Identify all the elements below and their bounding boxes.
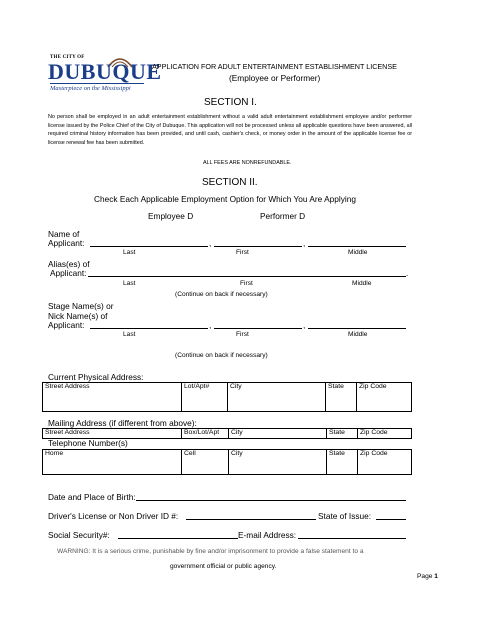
zip-label: Zip Code (359, 383, 387, 390)
alias-applicant-label: Applicant: (50, 268, 87, 278)
stage-middle-field[interactable] (308, 328, 406, 329)
section-1-heading: SECTION I. (204, 97, 257, 108)
applicant-label: Applicant: (48, 238, 85, 248)
warning-line-2: government official or public agency. (170, 563, 277, 570)
telephone-label: Telephone Number(s) (48, 438, 128, 448)
state-issue-field[interactable] (376, 519, 406, 520)
comma: , (303, 238, 306, 248)
form-title: APPLICATION FOR ADULT ENTERTAINMENT ESTABLISHMENT LICENSE (152, 62, 397, 71)
comma: , (303, 320, 306, 330)
cell-phone-cell[interactable] (182, 450, 229, 475)
stage-last-field[interactable] (90, 328, 208, 329)
phone-zip-cell[interactable] (358, 450, 412, 475)
stage-applicant-label: Applicant: (48, 320, 85, 330)
performer-checkbox[interactable]: Performer D (260, 211, 306, 221)
stage-name-label: Stage Name(s) or (48, 301, 114, 311)
city-label: City (231, 450, 243, 457)
stage-first-field[interactable] (214, 328, 302, 329)
street-label: Street Address (45, 383, 90, 390)
name-last-field[interactable] (90, 246, 208, 247)
phone-city-cell[interactable] (229, 450, 327, 475)
continue-note: (Continue on back if necessary) (175, 352, 268, 359)
email-label: E-mail Address: (238, 530, 297, 540)
mailing-state-cell[interactable] (327, 429, 358, 439)
logo-city-of: THE CITY OF (50, 55, 85, 60)
middle-caption: Middle (348, 331, 368, 338)
page-number (417, 573, 438, 580)
name-first-field[interactable] (214, 246, 302, 247)
name-label: Name of (48, 229, 80, 239)
physical-zip-cell[interactable] (357, 383, 412, 412)
physical-state-cell[interactable] (326, 383, 357, 412)
fees-note: ALL FEES ARE NONREFUNDABLE. (203, 160, 292, 166)
comma: , (209, 320, 212, 330)
form-subtitle: (Employee or Performer) (229, 73, 321, 83)
first-caption: First (236, 331, 249, 338)
page-label: Page (417, 573, 433, 580)
city-logo (48, 54, 162, 94)
license-field[interactable] (186, 519, 316, 520)
alias-label: Alias(es) of (48, 259, 90, 269)
period: . (406, 268, 409, 278)
city-label: City (231, 429, 243, 436)
continue-note: (Continue on back if necessary) (175, 291, 268, 298)
mailing-address-label: Mailing Address (if different from above): (48, 418, 197, 428)
comma: , (209, 238, 212, 248)
middle-caption: Middle (348, 249, 368, 256)
last-caption: Last (123, 280, 136, 287)
page-number-value: 1 (434, 573, 438, 580)
lot-label: Lot/Apt# (184, 383, 210, 390)
city-label: City (230, 383, 242, 390)
box-label: Box/Lot/Apt (184, 429, 220, 436)
ssn-field[interactable] (118, 538, 238, 539)
name-middle-field[interactable] (308, 246, 406, 247)
state-label: State (328, 383, 344, 390)
physical-address-label: Current Physical Address: (48, 372, 144, 382)
physical-city-cell[interactable] (228, 383, 326, 412)
cell-label: Cell (184, 450, 196, 457)
alias-field[interactable] (88, 276, 406, 277)
last-caption: Last (123, 331, 136, 338)
logo-rule (50, 83, 144, 84)
phone-state-cell[interactable] (327, 450, 358, 475)
home-phone-cell[interactable] (43, 450, 182, 475)
section-1-paragraph: No person shall be employed in an adult entertainment establishment without a valid adult entertainment establishment employee and/or performer license issued by the Police Chief of the City of Dubuque. This application will not be processed unless all applicable questions have been answered, all required criminal history information has been provided, and until cash, cashier's check, or money order in the amount of the applicable license fee or license renewal fee has been submitted. (48, 114, 412, 146)
logo-tagline: Masterpiece on the Mississippi (50, 85, 131, 92)
physical-street-cell[interactable] (43, 383, 182, 412)
employment-option-instruction: Check Each Applicable Employment Option for Which You Are Applying (94, 194, 356, 204)
first-caption: First (236, 249, 249, 256)
license-label: Driver's License or Non Driver ID #: (48, 511, 179, 521)
birth-field[interactable] (136, 500, 406, 501)
first-caption: First (240, 280, 253, 287)
last-caption: Last (123, 249, 136, 256)
mailing-zip-cell[interactable] (358, 429, 412, 439)
state-label: State (329, 429, 345, 436)
zip-label: Zip Code (360, 429, 388, 436)
physical-lot-cell[interactable] (182, 383, 228, 412)
street-label: Street Address (45, 429, 90, 436)
birth-label: Date and Place of Birth: (48, 492, 136, 502)
mailing-city-cell[interactable] (229, 429, 327, 439)
nick-name-label: Nick Name(s) of (48, 311, 108, 321)
section-2-heading: SECTION II. (202, 177, 258, 188)
physical-address-table (42, 382, 412, 412)
warning-line-1: WARNING: It is a serious crime, punishable by fine and/or imprisonment to provide a false statement to a (57, 548, 364, 555)
zip-label: Zip Code (360, 450, 388, 457)
mailing-street-cell[interactable] (43, 429, 182, 439)
ssn-label: Social Security#: (48, 530, 110, 540)
employee-checkbox[interactable]: Employee D (148, 211, 194, 221)
email-field[interactable] (298, 538, 406, 539)
middle-caption: Middle (352, 280, 372, 287)
home-label: Home (45, 450, 64, 457)
mailing-box-cell[interactable] (182, 429, 229, 439)
state-label: State (329, 450, 345, 457)
logo-name: DUBUQUE (48, 59, 162, 84)
telephone-table (42, 449, 412, 475)
state-issue-label: State of Issue: (318, 511, 372, 521)
